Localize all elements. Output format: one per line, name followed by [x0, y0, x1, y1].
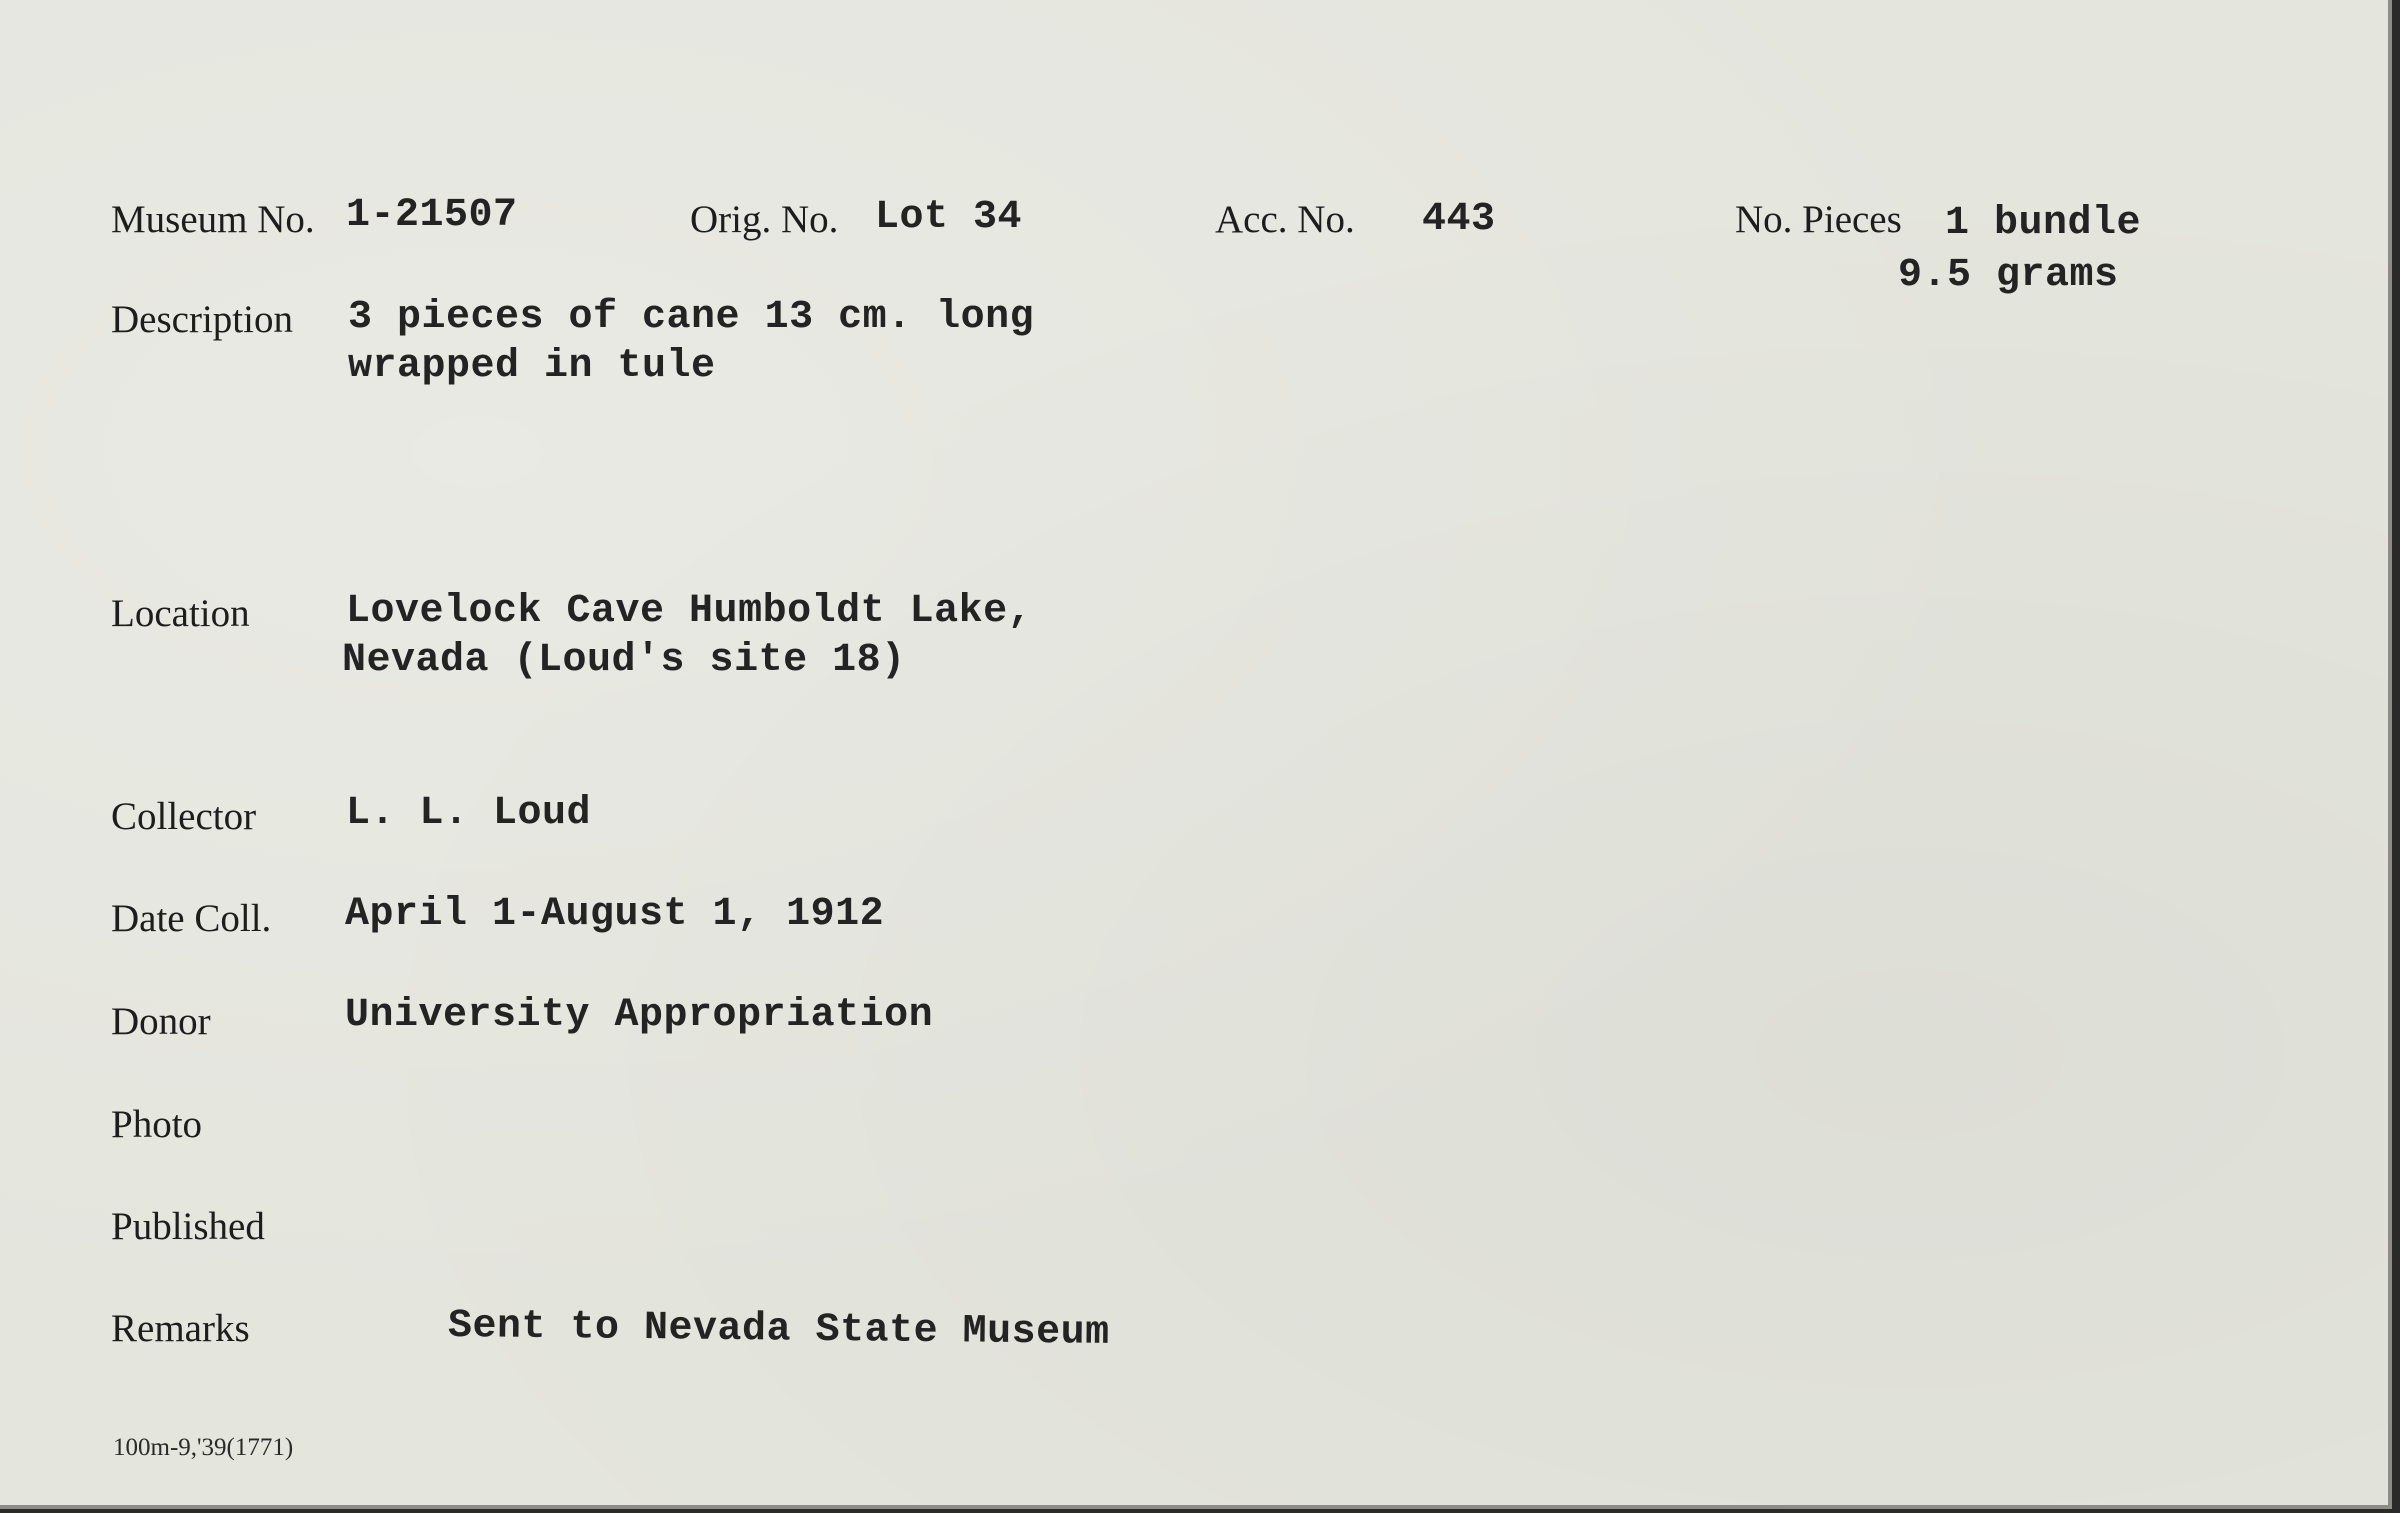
pieces-value-line2: 9.5 grams [1898, 253, 2119, 298]
published-label: Published [111, 1205, 265, 1248]
pieces-label: No. Pieces [1735, 198, 1902, 241]
orig-no-label: Orig. No. [690, 198, 839, 241]
description-line1: 3 pieces of cane 13 cm. long [348, 295, 1035, 340]
date-coll-label: Date Coll. [111, 897, 272, 940]
donor-label: Donor [111, 1000, 211, 1043]
museum-no-value: 1-21507 [346, 193, 518, 238]
donor-value: University Appropriation [345, 993, 934, 1038]
description-label: Description [111, 298, 293, 341]
date-coll-value: April 1-August 1, 1912 [345, 892, 885, 937]
collector-value: L. L. Loud [346, 791, 592, 836]
collector-label: Collector [111, 795, 257, 838]
orig-no-value: Lot 34 [875, 195, 1023, 240]
location-line1: Lovelock Cave Humboldt Lake, [346, 589, 1033, 634]
location-line2: Nevada (Loud's site 18) [342, 638, 906, 683]
remarks-value: Sent to Nevada State Museum [447, 1304, 1110, 1356]
description-line2: wrapped in tule [348, 344, 716, 389]
acc-no-value: 443 [1422, 197, 1496, 242]
location-label: Location [111, 592, 250, 635]
pieces-value-line1: 1 bundle [1945, 201, 2142, 246]
photo-label: Photo [111, 1103, 203, 1146]
print-code: 100m-9,'39(1771) [113, 1434, 294, 1461]
remarks-label: Remarks [111, 1307, 250, 1350]
acc-no-label: Acc. No. [1215, 198, 1355, 241]
museum-no-label: Museum No. [111, 198, 315, 241]
